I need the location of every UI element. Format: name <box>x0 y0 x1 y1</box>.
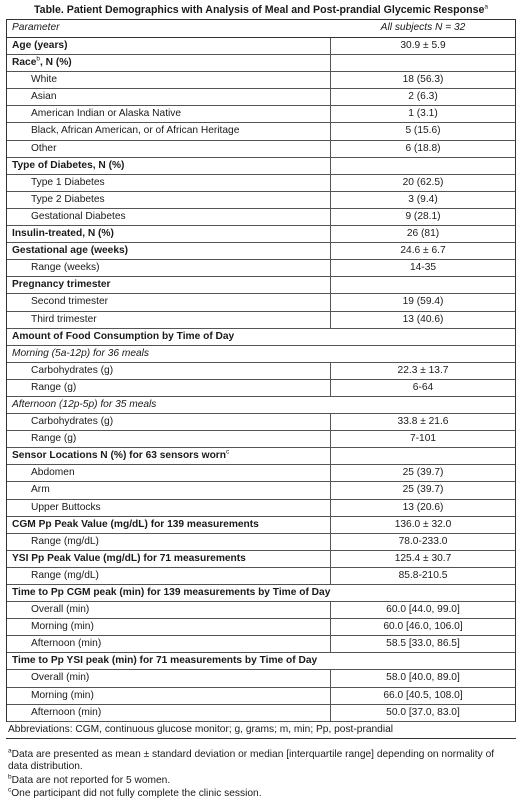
table-row <box>7 209 515 226</box>
row-label-text: Afternoon (min) <box>31 638 102 650</box>
row-label-text: Range (g) <box>31 433 77 445</box>
row-value <box>331 158 515 174</box>
row-label <box>7 431 331 447</box>
row-value: 66.0 [40.5, 108.0] <box>383 689 463 701</box>
row-label-text: Black, African American, or of African Heritage <box>31 125 240 137</box>
row-value: 7-101 <box>409 433 437 445</box>
table-row <box>7 260 515 277</box>
row-label-text: Insulin-treated, N (%) <box>12 228 114 240</box>
row-value: 58.0 [40.0, 89.0] <box>386 672 460 684</box>
row-label <box>7 551 331 567</box>
table-row <box>7 226 515 243</box>
row-value: 24.6 ± 6.7 <box>400 245 446 257</box>
row-label <box>7 89 331 105</box>
row-label-text: Afternoon (min) <box>31 706 102 718</box>
row-label-text: Time to Pp CGM peak (min) for 139 measurements by Time of Day <box>12 587 331 598</box>
row-label-text: Sensor Locations N (%) for 63 sensors worn <box>12 450 226 462</box>
row-value <box>331 653 515 669</box>
row-label-text: Range (g) <box>31 381 77 393</box>
table-row <box>7 175 515 192</box>
row-value: 6 (18.8) <box>405 142 441 154</box>
row-label-text: Morning (min) <box>31 621 94 633</box>
table-row <box>7 585 515 602</box>
row-label <box>7 260 331 276</box>
data-table <box>6 19 516 722</box>
table-row <box>7 294 515 311</box>
row-label-text: Other <box>31 142 57 154</box>
row-label <box>7 397 331 413</box>
row-label-text: CGM Pp Peak Value (mg/dL) for 139 measurements <box>12 518 259 530</box>
row-label-text: YSI Pp Peak Value (mg/dL) for 71 measurements <box>12 552 246 564</box>
table-row <box>7 329 515 346</box>
row-label-text: American Indian or Alaska Native <box>31 108 182 120</box>
row-label <box>7 175 331 191</box>
row-value <box>331 277 515 293</box>
row-label <box>7 209 331 225</box>
footnote-mark: c <box>8 786 12 794</box>
footnote-text: Data are not reported for 5 women. <box>11 774 171 786</box>
row-label <box>7 482 331 498</box>
row-label-text: Range (weeks) <box>31 262 100 274</box>
row-value: 9 (28.1) <box>405 210 441 222</box>
table-row <box>7 312 515 329</box>
table-row <box>7 89 515 106</box>
row-value: 19 (59.4) <box>402 296 444 308</box>
row-label <box>7 500 331 516</box>
row-label <box>7 568 331 584</box>
row-label <box>7 312 331 328</box>
demographics-table-document <box>6 0 516 801</box>
row-label <box>7 192 331 208</box>
row-value: 13 (20.6) <box>402 501 444 513</box>
row-value: 58.5 [33.0, 86.5] <box>386 638 460 650</box>
table-row <box>7 72 515 89</box>
table-row <box>7 534 515 551</box>
footnote <box>8 775 516 788</box>
abbreviations-note: Abbreviations: CGM, continuous glucose monitor; g, grams; m, min; Pp, post-prandial <box>6 723 516 739</box>
row-label-text: White <box>31 74 58 86</box>
table-row <box>7 192 515 209</box>
row-label <box>7 141 331 157</box>
row-label <box>7 653 331 669</box>
row-value: 60.0 [44.0, 99.0] <box>386 604 460 616</box>
row-label <box>7 329 331 345</box>
row-label-text: Gestational age (weeks) <box>12 245 129 257</box>
row-label <box>7 636 331 652</box>
row-label <box>7 414 331 430</box>
row-label <box>7 363 331 379</box>
footnote-text: Data are presented as mean ± standard deviation or median [interquartile range] depending on normality of data distribution. <box>8 748 495 773</box>
row-value: 26 (81) <box>406 228 440 240</box>
table-row <box>7 414 515 431</box>
footnote-text: One participant did not fully complete the clinic session. <box>11 788 262 800</box>
table-row <box>7 653 515 670</box>
row-value: 50.0 [37.0, 83.0] <box>386 706 460 718</box>
table-title-text: Table. Patient Demographics with Analysis of Meal and Post-prandial Glycemic Response <box>34 4 485 16</box>
table-row <box>7 568 515 585</box>
row-label-text: Afternoon (12p-5p) for 35 meals <box>12 398 157 410</box>
row-value <box>331 346 515 362</box>
table-row <box>7 465 515 482</box>
footnote-mark: b <box>36 55 40 63</box>
table-row <box>7 243 515 260</box>
row-label-text: Asian <box>31 91 57 103</box>
table-row <box>7 123 515 140</box>
row-label-text: Time to Pp YSI peak (min) for 71 measurements by Time of Day <box>12 655 318 667</box>
row-value: 25 (39.7) <box>402 484 444 496</box>
header-all-subjects: All subjects N = 32 <box>380 22 466 33</box>
row-label <box>7 534 331 550</box>
table-row <box>7 705 515 722</box>
table-row <box>7 670 515 687</box>
row-value: 85.8-210.5 <box>398 569 448 581</box>
row-label-text: Pregnancy trimester <box>12 279 111 291</box>
row-label-text: Morning (min) <box>31 689 94 701</box>
row-value <box>331 448 515 464</box>
row-label-text: Abdomen <box>31 467 75 479</box>
row-label-text: Carbohydrates (g) <box>31 364 114 376</box>
row-label-text: Second trimester <box>31 296 109 308</box>
row-label <box>7 465 331 481</box>
row-label-text: Amount of Food Consumption by Time of Day <box>12 330 235 342</box>
row-label <box>7 55 331 71</box>
table-row <box>7 141 515 158</box>
row-label-text: Upper Buttocks <box>31 501 101 513</box>
row-label <box>7 688 331 704</box>
table-row <box>7 448 515 465</box>
row-label <box>7 448 331 464</box>
table-row <box>7 551 515 568</box>
row-label <box>7 277 331 293</box>
row-value <box>331 55 515 71</box>
table-body <box>7 38 515 722</box>
table-row <box>7 688 515 705</box>
row-label <box>7 72 331 88</box>
row-value: 1 (3.1) <box>408 108 438 120</box>
row-label-text: Third trimester <box>31 313 97 325</box>
footnote <box>8 788 516 801</box>
row-value: 78.0-233.0 <box>398 535 448 547</box>
row-value <box>331 329 515 345</box>
row-label-text: Range (mg/dL) <box>31 569 99 581</box>
row-label <box>7 602 331 618</box>
table-row <box>7 500 515 517</box>
row-label <box>7 705 331 721</box>
row-label <box>7 106 331 122</box>
row-label-suffix: , N (%) <box>39 57 72 69</box>
table-row <box>7 55 515 72</box>
table-row <box>7 158 515 175</box>
footnote-mark: b <box>8 773 12 781</box>
table-row <box>7 619 515 636</box>
row-value <box>331 397 515 413</box>
table-row <box>7 431 515 448</box>
row-value: 18 (56.3) <box>402 74 444 86</box>
table-row <box>7 482 515 499</box>
row-label-text: Age (years) <box>12 40 68 51</box>
row-value: 13 (40.6) <box>402 313 444 325</box>
row-value: 25 (39.7) <box>402 467 444 479</box>
table-row <box>7 277 515 294</box>
table-row <box>7 636 515 653</box>
row-value: 33.8 ± 21.6 <box>397 416 449 428</box>
footnote-mark: a <box>8 747 12 755</box>
table-row <box>7 602 515 619</box>
table-row <box>7 346 515 363</box>
table-row <box>7 38 515 55</box>
row-label <box>7 243 331 259</box>
row-value: 5 (15.6) <box>405 125 441 137</box>
row-value: 14-35 <box>409 262 437 274</box>
row-label-text: Type 2 Diabetes <box>31 193 105 205</box>
table-row <box>7 397 515 414</box>
table-title <box>6 4 516 19</box>
row-value: 125.4 ± 30.7 <box>394 552 452 564</box>
row-label-text: Arm <box>31 484 50 496</box>
row-label <box>7 38 331 54</box>
table-header-row <box>7 20 515 38</box>
row-label-text: Range (mg/dL) <box>31 535 99 547</box>
table-row <box>7 363 515 380</box>
row-label <box>7 294 331 310</box>
row-label <box>7 226 331 242</box>
row-value <box>331 585 515 601</box>
row-value: 20 (62.5) <box>402 176 444 188</box>
row-label <box>7 619 331 635</box>
row-label-text: Type 1 Diabetes <box>31 176 105 188</box>
row-value: 22.3 ± 13.7 <box>397 364 449 376</box>
row-value: 3 (9.4) <box>408 193 438 205</box>
footnote <box>8 749 516 774</box>
row-label-text: Carbohydrates (g) <box>31 416 114 428</box>
row-label <box>7 380 331 396</box>
row-label <box>7 123 331 139</box>
table-row <box>7 517 515 534</box>
row-label-text: Morning (5a-12p) for 36 meals <box>12 347 150 359</box>
row-label-text: Overall (min) <box>31 672 90 684</box>
row-label <box>7 585 331 601</box>
table-row <box>7 106 515 123</box>
row-label <box>7 158 331 174</box>
row-label <box>7 517 331 533</box>
table-row <box>7 380 515 397</box>
row-label-text: Overall (min) <box>31 604 90 616</box>
row-label <box>7 346 331 362</box>
row-label-text: Type of Diabetes, N (%) <box>12 159 125 171</box>
header-parameter: Parameter <box>12 22 60 33</box>
row-value: 6-64 <box>412 381 434 393</box>
row-value: 30.9 ± 5.9 <box>400 40 446 51</box>
row-label-text: Race <box>12 57 37 69</box>
row-value: 2 (6.3) <box>408 91 438 103</box>
title-footnote-mark: a <box>484 3 488 11</box>
footnotes <box>6 749 516 801</box>
row-value: 60.0 [46.0, 106.0] <box>383 621 463 633</box>
row-value: 136.0 ± 32.0 <box>394 518 452 530</box>
footnote-mark: c <box>225 448 230 456</box>
row-label <box>7 670 331 686</box>
row-label-text: Gestational Diabetes <box>31 210 126 222</box>
